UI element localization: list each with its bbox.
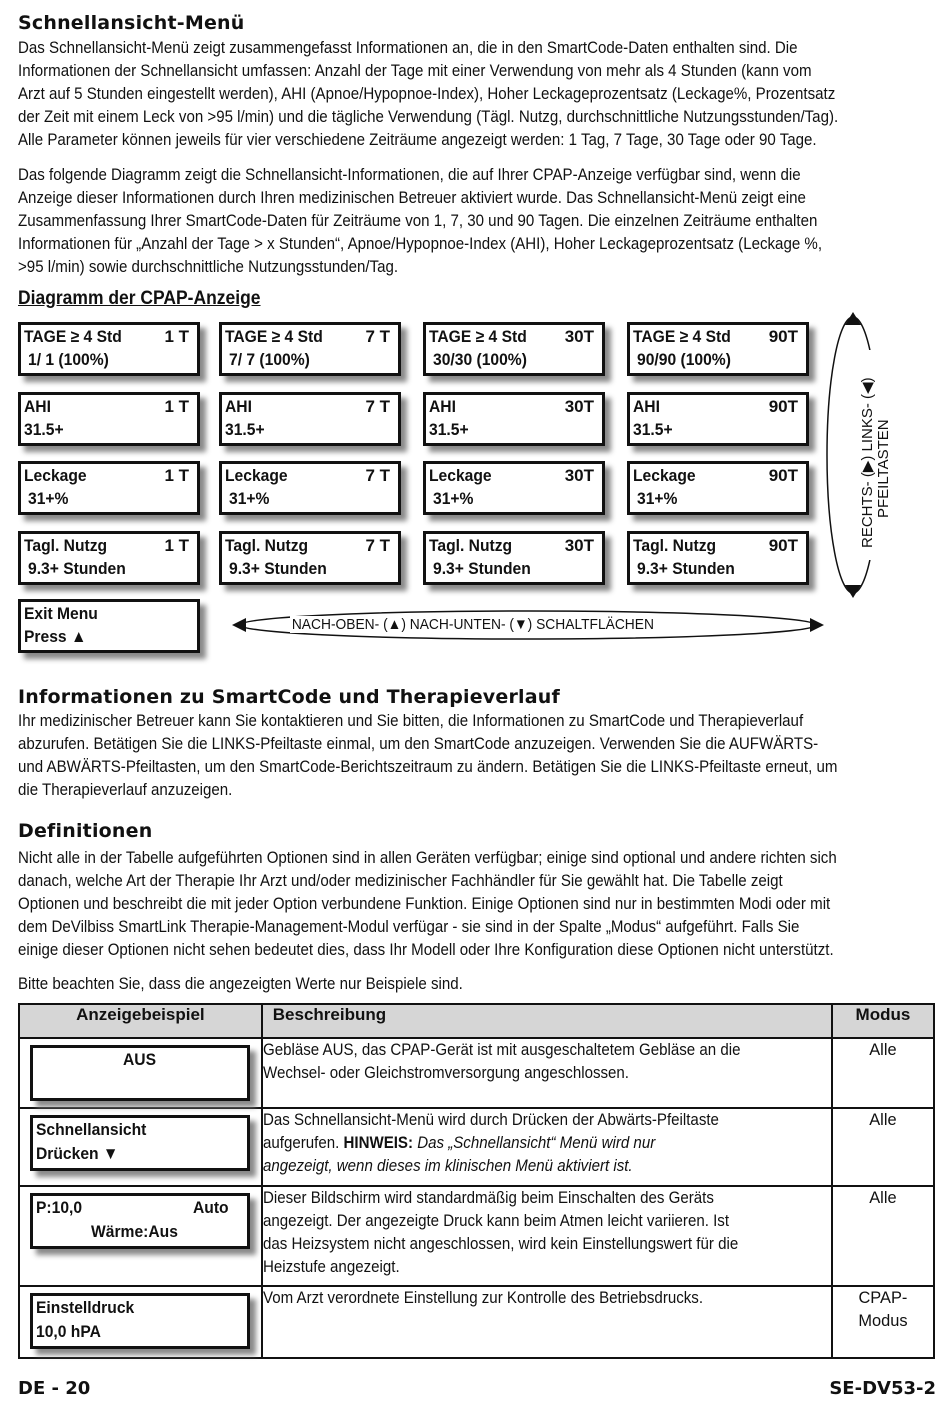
arrow-head-bottom <box>845 585 861 598</box>
text-line: einige dieser Optionen nicht sehen bedeutet dies, dass Ihr Modell oder Ihre Konfiguration diese Optionen nicht unterstützt. <box>18 941 834 959</box>
text-line: die Therapieverlauf anzuzeigen. <box>18 781 233 799</box>
header-description: Beschreibung <box>262 1004 832 1038</box>
lcd-value: 31.5+ <box>24 420 64 439</box>
paragraph-note <box>18 973 938 996</box>
text-line: Arzt auf 5 Stunden eingestellt werden), AHI (Apnoe/Hypopnoe-Index), Hoher Leckageprozentsatz (Leckage%, Prozentsatz <box>18 85 836 103</box>
text-line: danach, welche Art der Therapie Ihr Arzt und/oder medizinischer Fachhändler für Sie gewählt hat. Die Tabelle zeigt <box>18 872 783 890</box>
lcd-label: AHI <box>429 397 456 416</box>
text-line: Optionen und beschreibt die mit jeder Option verbundene Funktion. Einige Optionen sind nur in bestimmten Modi oder mit <box>18 895 831 913</box>
lcd-value: 31.5+ <box>633 420 673 439</box>
lcd-ahi-30 <box>423 392 605 446</box>
lcd-leak-1 <box>18 461 200 515</box>
lcd-period: 1 T <box>164 397 189 416</box>
lcd-days-7 <box>219 322 401 376</box>
lcd-label: TAGE ≥ 4 Std <box>24 327 122 346</box>
lcd-line-2: Drücken ▼ <box>36 1144 119 1163</box>
text-line: Informationen für „Anzahl der Tage > x Stunden“, Apnoe/Hypopnoe-Index (AHI), Hoher Leckageprozentsatz (Leckage %, <box>18 235 823 253</box>
hint-label: HINWEIS: <box>343 1134 413 1152</box>
mode-cell <box>832 1286 934 1358</box>
table-header-row <box>19 1004 934 1038</box>
lcd-label: AHI <box>633 397 660 416</box>
lcd-example <box>30 1045 250 1101</box>
paragraph-smartcode <box>18 710 938 802</box>
section-title-schnellansicht: Schnellansicht-Menü <box>18 12 245 34</box>
lcd-leak-90 <box>627 461 809 515</box>
page-number: DE - 20 <box>18 1378 91 1399</box>
text-line: Zusammenfassung Ihrer SmartCode-Daten für Zeiträume von 1, 7, 30 und 90 Tagen. Die einzelnen Zeiträume enthalten <box>18 212 818 230</box>
text-line <box>263 1132 786 1155</box>
text-line: Bitte beachten Sie, dass die angezeigten Werte nur Beispiele sind. <box>18 975 463 993</box>
lcd-period: 7 T <box>365 536 390 555</box>
lcd-example <box>30 1115 250 1171</box>
display-cell <box>19 1108 262 1186</box>
text-line: Vom Arzt verordnete Einstellung zur Kontrolle des Betriebsdrucks. <box>262 1289 703 1307</box>
text-line: Gebläse AUS, das CPAP-Gerät ist mit ausgeschaltetem Gebläse an die <box>262 1041 741 1059</box>
lcd-value: 30/30 (100%) <box>433 350 527 369</box>
lcd-line-1: Einstelldruck <box>36 1298 135 1317</box>
lcd-period: 30T <box>564 536 594 555</box>
lcd-period: 1 T <box>164 466 189 485</box>
text-line: Alle Parameter können jeweils für vier verschiedene Zeiträume angezeigt werden: 1 Tag, 7 Tage, 30 Tage oder 90 Tage. <box>18 131 817 149</box>
lcd-period: 90T <box>768 327 798 346</box>
lcd-period: 1 T <box>164 536 189 555</box>
mode-value: CPAP- <box>858 1289 908 1307</box>
lcd-label: TAGE ≥ 4 Std <box>633 327 731 346</box>
lcd-label: Tagl. Nutzg <box>633 536 717 555</box>
header-display-example: Anzeigebeispiel <box>19 1004 262 1038</box>
lcd-label: Leckage <box>429 466 492 485</box>
lcd-label: AHI <box>24 397 51 416</box>
lcd-value: 9.3+ Stunden <box>637 559 735 578</box>
text-line: Das Schnellansicht-Menü wird durch Drücken der Abwärts-Pfeiltaste <box>262 1111 719 1129</box>
up-down-buttons-label: NACH-OBEN- (▲) NACH-UNTEN- (▼) SCHALTFLÄCHEN <box>291 616 654 633</box>
table-row <box>19 1286 934 1358</box>
text-line: angezeigt, wenn dieses im klinischen Menü aktiviert ist. <box>262 1157 633 1175</box>
description-cell <box>262 1038 832 1108</box>
arrow-head-top <box>845 312 861 325</box>
display-cell <box>19 1286 262 1358</box>
lcd-value: 9.3+ Stunden <box>229 559 327 578</box>
header-mode: Modus <box>832 1004 934 1038</box>
text-line: Das folgende Diagramm zeigt die Schnellansicht-Informationen, die auf Ihrer CPAP-Anzeige verfügbar sind, wenn die <box>18 166 801 184</box>
text-line: >95 l/min) sowie durchschnittliche Nutzungsstunden/Tag. <box>18 258 399 276</box>
section-title-smartcode: Informationen zu SmartCode und Therapieverlauf <box>18 686 560 708</box>
left-right-keys-arrow <box>820 310 892 600</box>
lcd-ahi-90 <box>627 392 809 446</box>
diagram-title: Diagramm der CPAP-Anzeige <box>18 288 261 309</box>
text-line: Nicht alle in der Tabelle aufgeführten Optionen sind in allen Geräten verfügbar; einige sind optional und andere richten sich <box>18 849 837 867</box>
lcd-line-1: Schnellansicht <box>36 1120 147 1139</box>
lcd-label: Exit Menu <box>24 604 98 623</box>
document-code: SE-DV53-2 <box>829 1378 936 1399</box>
left-right-keys-label-1: RECHTS- (▶) LINKS- (◀) <box>859 377 876 548</box>
lcd-line-1: P:10,0 <box>36 1198 83 1217</box>
paragraph-diagram-intro <box>18 164 938 279</box>
lcd-period: 7 T <box>365 397 390 416</box>
text-line: dem DeVilbiss SmartLink Therapie-Management-Modul verfügar - sie sind in der Spalte „Modus“ aufgeführt. Falls Sie <box>18 918 800 936</box>
lcd-exit-menu <box>18 599 200 653</box>
lcd-ahi-1 <box>18 392 200 446</box>
lcd-value: 7/ 7 (100%) <box>229 350 310 369</box>
lcd-period: 30T <box>564 397 594 416</box>
lcd-value: 1/ 1 (100%) <box>28 350 109 369</box>
mode-value: Modus <box>858 1312 908 1330</box>
lcd-line-2: Wärme:Aus <box>91 1222 178 1241</box>
lcd-line-right: Auto <box>193 1198 229 1217</box>
lcd-label: TAGE ≥ 4 Std <box>225 327 323 346</box>
lcd-period: 30T <box>564 327 594 346</box>
mode-cell <box>832 1186 934 1286</box>
text-line: angezeigt. Der angezeigte Druck kann beim Atmen leicht variieren. Ist <box>262 1212 729 1230</box>
lcd-period: 30T <box>564 466 594 485</box>
description-cell <box>262 1108 832 1186</box>
text-line: Ihr medizinischer Betreuer kann Sie kontaktieren und Sie bitten, die Informationen zu SmartCode und Therapieverlauf <box>18 712 804 730</box>
lcd-value: 31+% <box>433 489 474 508</box>
mode-cell <box>832 1108 934 1186</box>
definitions-table <box>18 1003 935 1359</box>
section-title-definitionen: Definitionen <box>18 820 153 842</box>
text-plain: aufgerufen. <box>262 1134 344 1152</box>
arrow-head-right <box>810 618 824 632</box>
table-row <box>19 1108 934 1186</box>
lcd-days-30 <box>423 322 605 376</box>
lcd-usage-90 <box>627 531 809 585</box>
lcd-ahi-7 <box>219 392 401 446</box>
lcd-period: 90T <box>768 397 798 416</box>
lcd-value: 31+% <box>637 489 678 508</box>
paragraph-intro <box>18 37 938 152</box>
lcd-label: Tagl. Nutzg <box>225 536 309 555</box>
lcd-usage-7 <box>219 531 401 585</box>
lcd-period: 90T <box>768 536 798 555</box>
arrow-head-left <box>232 618 246 632</box>
lcd-period: 1 T <box>164 327 189 346</box>
lcd-label: Leckage <box>225 466 288 485</box>
text-line: Dieser Bildschirm wird standardmäßig beim Einschalten des Geräts <box>262 1189 714 1207</box>
lcd-period: 90T <box>768 466 798 485</box>
lcd-value: Press ▲ <box>24 627 87 646</box>
lcd-leak-30 <box>423 461 605 515</box>
text-line: Anzeige dieser Informationen durch Ihren medizinischen Betreuer aktiviert wurde. Das Schnellansicht-Menü zeigt eine <box>18 189 806 207</box>
lcd-label: Leckage <box>24 466 87 485</box>
lcd-usage-30 <box>423 531 605 585</box>
text-line: das Heizsystem nicht angeschlossen, wird kein Einstellungswert für die <box>262 1235 739 1253</box>
lcd-days-1 <box>18 322 200 376</box>
lcd-label: TAGE ≥ 4 Std <box>429 327 527 346</box>
display-cell <box>19 1186 262 1286</box>
text-line: Heizstufe angezeigt. <box>262 1258 400 1276</box>
lcd-value: 9.3+ Stunden <box>433 559 531 578</box>
table-row <box>19 1038 934 1108</box>
lcd-value: 9.3+ Stunden <box>28 559 126 578</box>
text-line: der Zeit mit einem Leck von >95 l/min) und die tägliche Verwendung (Tägl. Nutzg, durchschnittliche Nutzungsstunden/Tag). <box>18 108 839 126</box>
mode-cell <box>832 1038 934 1108</box>
description-cell <box>262 1186 832 1286</box>
lcd-example <box>30 1193 250 1249</box>
left-right-keys-label-2: PFEILTASTEN <box>875 419 892 518</box>
lcd-value: 31+% <box>229 489 270 508</box>
lcd-label: Leckage <box>633 466 696 485</box>
lcd-value: 31+% <box>28 489 69 508</box>
lcd-period: 7 T <box>365 466 390 485</box>
lcd-days-90 <box>627 322 809 376</box>
hint-text: Das „Schnellansicht“ Menü wird nur <box>412 1134 656 1152</box>
text-line: Informationen der Schnellansicht umfassen: Anzahl der Tage mit einer Verwendung von mehr als 4 Stunden (kann vom <box>18 62 812 80</box>
mode-value: Alle <box>869 1111 897 1129</box>
lcd-value: 31.5+ <box>225 420 265 439</box>
mode-value: Alle <box>869 1189 897 1207</box>
display-cell <box>19 1038 262 1108</box>
lcd-example <box>30 1293 250 1349</box>
lcd-value: 31.5+ <box>429 420 469 439</box>
lcd-label: Tagl. Nutzg <box>429 536 513 555</box>
paragraph-definitions <box>18 847 938 962</box>
lcd-leak-7 <box>219 461 401 515</box>
lcd-period: 7 T <box>365 327 390 346</box>
text-line: Wechsel- oder Gleichstromversorgung angeschlossen. <box>262 1064 629 1082</box>
text-line: abzurufen. Betätigen Sie die LINKS-Pfeiltaste einmal, um den SmartCode anzuzeigen. Verwenden Sie die AUFWÄRTS- <box>18 735 819 753</box>
lcd-usage-1 <box>18 531 200 585</box>
lcd-value: 90/90 (100%) <box>637 350 731 369</box>
lcd-label: AHI <box>225 397 252 416</box>
description-cell <box>262 1286 832 1358</box>
table-row <box>19 1186 934 1286</box>
text-line: Das Schnellansicht-Menü zeigt zusammengefasst Informationen an, die in den SmartCode-Daten enthalten sind. Die <box>18 39 798 57</box>
lcd-line-1: AUS <box>123 1050 157 1069</box>
lcd-line-2: 10,0 hPA <box>36 1322 101 1341</box>
text-line: und ABWÄRTS-Pfeiltasten, um den SmartCode-Berichtszeitraum zu ändern. Betätigen Sie die LINKS-Pfeiltaste erneut, um <box>18 758 838 776</box>
mode-value: Alle <box>869 1041 897 1059</box>
lcd-label: Tagl. Nutzg <box>24 536 108 555</box>
